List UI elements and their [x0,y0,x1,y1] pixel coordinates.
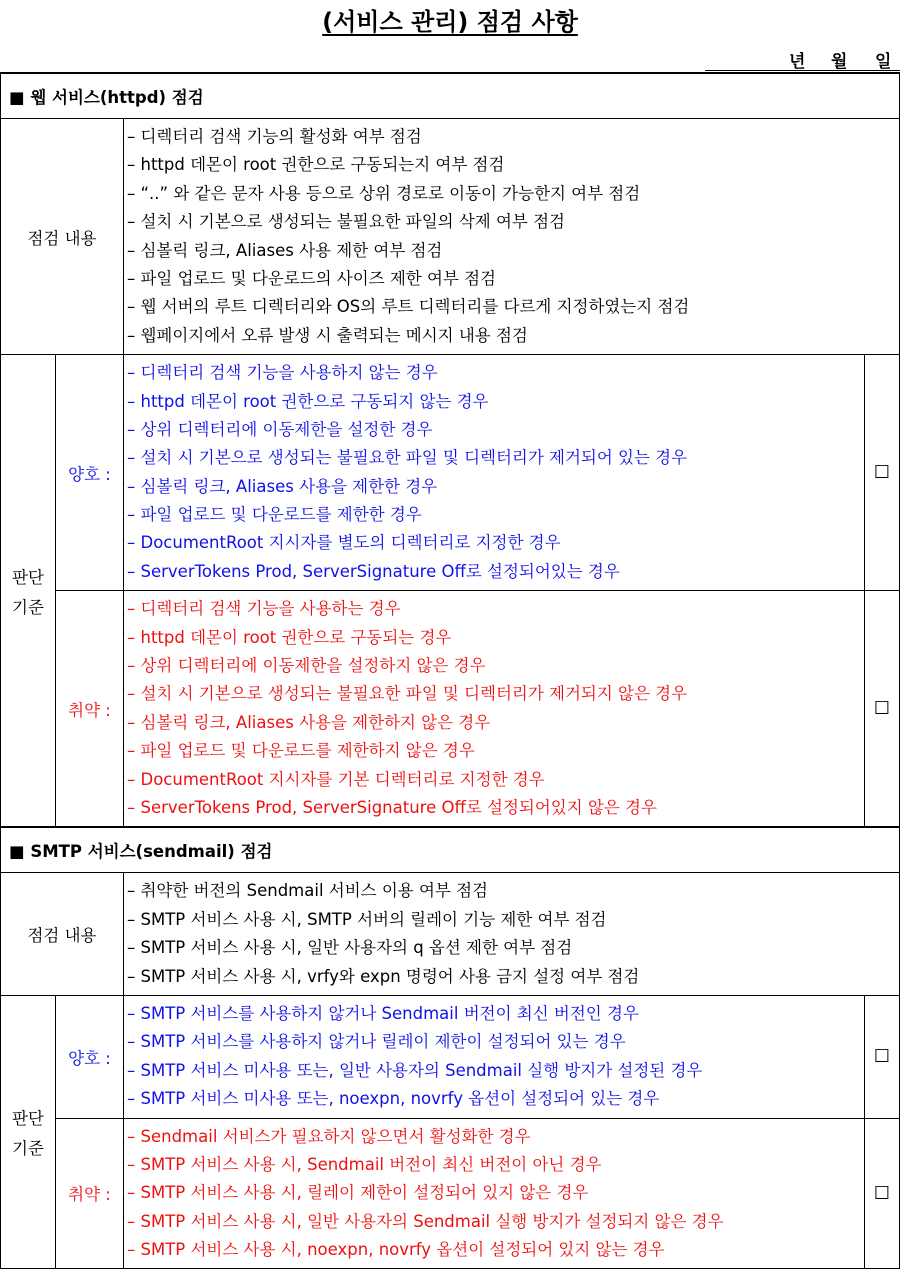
list-item: – 설치 시 기본으로 생성되는 불필요한 파일 및 디렉터리가 제거되어 있는 경우 [127,448,688,468]
list-item: – SMTP 서비스를 사용하지 않거나 Sendmail 버전이 최신 버전인 경우 [127,1003,639,1023]
criteria-label-line1: 판단 [12,1109,44,1129]
good-label: 양호 : [56,995,124,1118]
good-label: 양호 : [56,355,124,591]
inspection-items-label: 점검 내용 [1,119,124,355]
section-header-row [1,73,900,119]
list-item: – SMTP 서비스 사용 시, 일반 사용자의 q 옵션 제한 여부 점검 [127,938,573,958]
criteria-label-line2: 기준 [12,1139,44,1159]
list-item: – SMTP 서비스 사용 시, noexpn, novrfy 옵션이 설정되어 있지 않는 경우 [127,1240,665,1260]
list-item: – 설치 시 기본으로 생성되는 불필요한 파일 및 디렉터리가 제거되지 않은 경우 [127,684,688,704]
list-item: – ServerTokens Prod, ServerSignature Off로 설정되어있지 않은 경우 [127,797,657,817]
date-day: 일 [875,52,892,72]
pass-list [124,995,865,1118]
inspection-items-row [1,119,900,355]
criteria-label-line2: 기준 [12,597,44,617]
page-title-text: (서비스 관리) 점검 사항 [322,8,578,36]
list-item: – SMTP 서비스 사용 시, 릴레이 제한이 설정되어 있지 않은 경우 [127,1183,589,1203]
items-list [124,873,900,996]
list-item: – httpd 데몬이 root 권한으로 구동되지 않는 경우 [127,391,489,411]
list-item: – DocumentRoot 지시자를 기본 디렉터리로 지정한 경우 [127,769,545,789]
inspection-items-row [1,873,900,996]
list-item: – 상위 디렉터리에 이동제한을 설정하지 않은 경우 [127,656,486,676]
list-item: – DocumentRoot 지시자를 별도의 디렉터리로 지정한 경우 [127,533,561,553]
list-item: – 설치 시 기본으로 생성되는 불필요한 파일의 삭제 여부 점검 [127,212,565,232]
list-item: – httpd 데몬이 root 권한으로 구동되는 경우 [127,627,452,647]
inspection-items-label: 점검 내용 [1,873,124,996]
list-item: – Sendmail 서비스가 필요하지 않으면서 활성화한 경우 [127,1126,531,1146]
list-item: – 웹페이지에서 오류 발생 시 출력되는 메시지 내용 점검 [127,325,528,345]
criteria-label [1,355,56,828]
bad-label: 취약 : [56,591,124,828]
list-item: – ServerTokens Prod, ServerSignature Off로 설정되어있는 경우 [127,561,620,581]
date-month: 월 [831,52,848,72]
criteria-bad-row [1,1118,900,1269]
list-item: – SMTP 서비스를 사용하지 않거나 릴레이 제한이 설정되어 있는 경우 [127,1032,626,1052]
section-header-row [1,827,900,873]
criteria-good-row [1,355,900,591]
date-year: 년 [789,52,806,72]
good-checkbox[interactable]: ☐ [865,995,900,1118]
list-item: – 취약한 버전의 Sendmail 서비스 이용 여부 점검 [127,881,488,901]
list-item: – SMTP 서비스 사용 시, Sendmail 버전이 최신 버전이 아닌 경우 [127,1154,602,1174]
list-item: – “..” 와 같은 문자 사용 등으로 상위 경로로 이동이 가능한지 여부 점검 [127,183,641,203]
fail-list [124,591,865,828]
list-item: – 디렉터리 검색 기능을 사용하는 경우 [127,599,401,619]
criteria-label-line1: 판단 [12,567,44,587]
items-list [124,119,900,355]
bad-checkbox[interactable]: ☐ [865,591,900,828]
section-header: ■ SMTP 서비스(sendmail) 점검 [1,827,900,873]
list-item: – httpd 데몬이 root 권한으로 구동되는지 여부 점검 [127,155,505,175]
list-item: – SMTP 서비스 사용 시, 일반 사용자의 Sendmail 실행 방지가 설정되지 않은 경우 [127,1211,724,1231]
list-item: – SMTP 서비스 미사용 또는, noexpn, novrfy 옵션이 설정되어 있는 경우 [127,1089,660,1109]
bad-checkbox[interactable]: ☐ [865,1118,900,1269]
criteria-label [1,995,56,1269]
section-header: ■ 웹 서비스(httpd) 점검 [1,73,900,119]
page-title [0,6,900,38]
list-item: – SMTP 서비스 사용 시, vrfy와 expn 명령어 사용 금지 설정 여부 점검 [127,966,640,986]
checklist-table [0,72,900,1269]
criteria-bad-row [1,591,900,828]
list-item: – 파일 업로드 및 다운로드를 제한한 경우 [127,505,422,525]
list-item: – SMTP 서비스 미사용 또는, 일반 사용자의 Sendmail 실행 방지가 설정된 경우 [127,1060,703,1080]
criteria-good-row [1,995,900,1118]
fail-list [124,1118,865,1269]
bad-label: 취약 : [56,1118,124,1269]
list-item: – 디렉터리 검색 기능을 사용하지 않는 경우 [127,363,438,383]
list-item: – 파일 업로드 및 다운로드를 제한하지 않은 경우 [127,741,475,761]
list-item: – 상위 디렉터리에 이동제한을 설정한 경우 [127,419,433,439]
list-item: – 웹 서버의 루트 디렉터리와 OS의 루트 디렉터리를 다르게 지정하였는지 점검 [127,297,690,317]
date-line [705,46,900,71]
list-item: – 심볼릭 링크, Aliases 사용을 제한하지 않은 경우 [127,712,491,732]
list-item: – 파일 업로드 및 다운로드의 사이즈 제한 여부 점검 [127,268,496,288]
pass-list [124,355,865,591]
list-item: – SMTP 서비스 사용 시, SMTP 서버의 릴레이 기능 제한 여부 점검 [127,909,607,929]
list-item: – 디렉터리 검색 기능의 활성화 여부 점검 [127,127,422,146]
list-item: – 심볼릭 링크, Aliases 사용 제한 여부 점검 [127,240,443,260]
good-checkbox[interactable]: ☐ [865,355,900,591]
list-item: – 심볼릭 링크, Aliases 사용을 제한한 경우 [127,476,438,496]
